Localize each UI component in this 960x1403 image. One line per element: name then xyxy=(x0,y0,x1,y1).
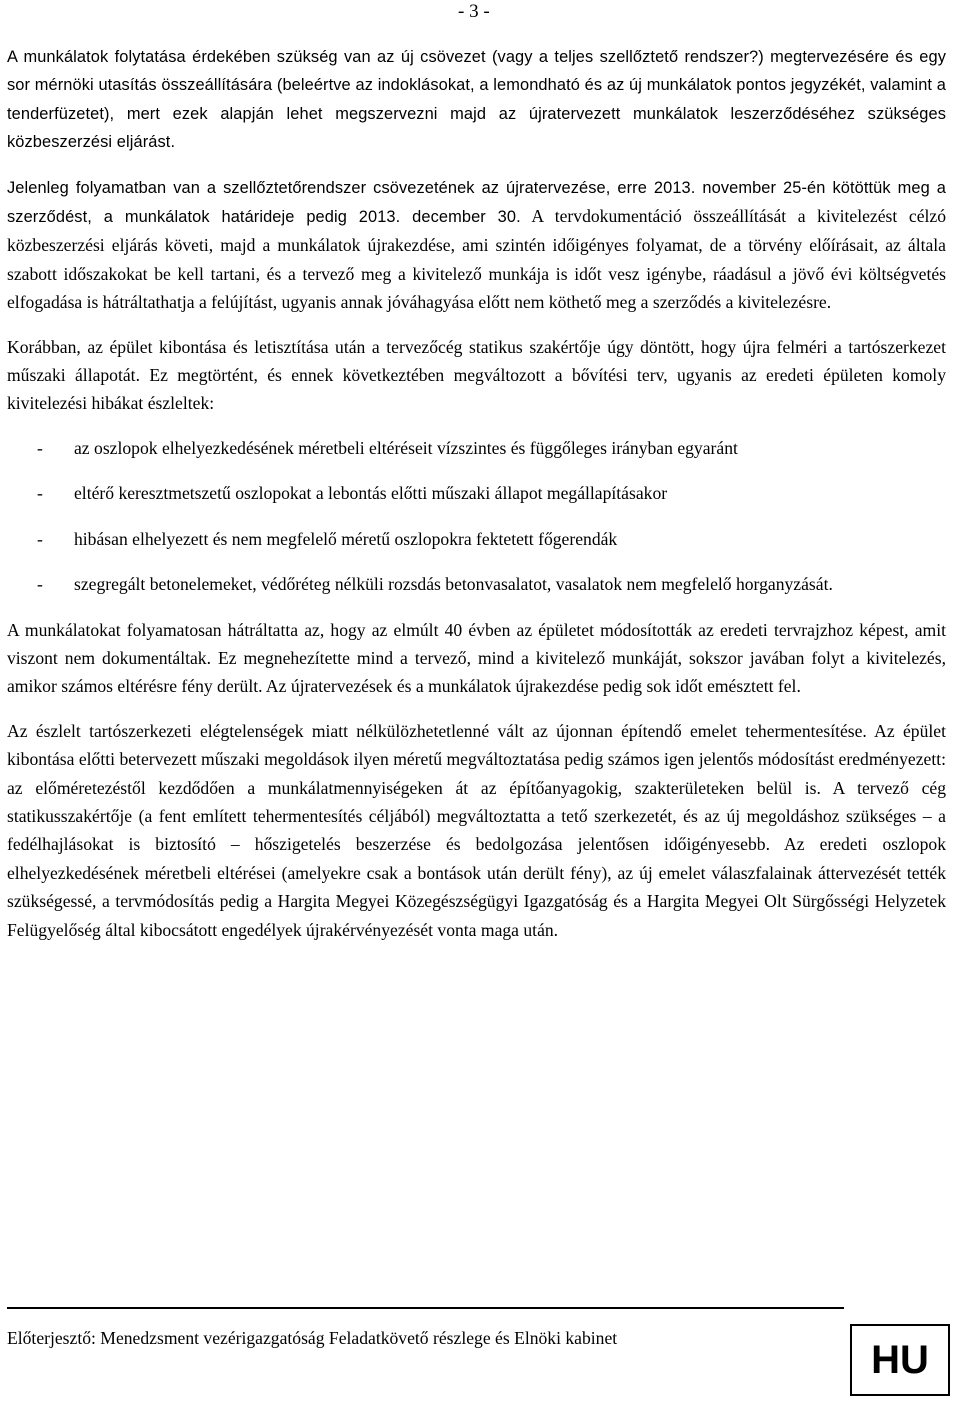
paragraph-3: Korábban, az épület kibontása és letisztítása után a tervezőcég statikus szakértője úgy döntött, hogy újra felméri a tartószerkezet műszaki állapotát. Ez megtörtént, és ennek következtében megváltozott a bővítési terv, ugyanis az eredeti épületen komoly kivitelezési hibákat észleltek: xyxy=(7,336,946,414)
footer-presenter: Előterjesztő: Menedzsment vezérigazgatóság Feladatkövető részlege és Elnöki kabinet xyxy=(7,1328,618,1348)
defects-list xyxy=(7,434,946,599)
language-code: HU xyxy=(871,1337,929,1382)
list-dash: - xyxy=(37,437,43,458)
paragraph-2-lead: Jelenleg folyamatban van a szellőztetőrendszer csövezetének az újratervezése, erre 2013. november 25-én kötöttük meg a szerződést, a munkálatok határideje pedig 2013. december 30. xyxy=(7,178,946,227)
paragraph-5: Az észlelt tartószerkezeti elégtelenségek miatt nélkülözhetetlenné vált az újonnan építendő emelet tehermentesítése. Az épület kibontása előtti betervezett műszaki megoldások ilyen méretű megváltoztatása pedig számos igen jelentős módosítást eredményezett: az előméretezéstől kezdődően a munkálatmennyiségeken át az építőanyagokig, szakterületeken belül is. A tervező cég statikusszakértője (a fent említett tehermentesítés céljából) megváltoztatta a tető szerkezetét, és az új megoldáshoz szükséges – a fedélhajlásokat is biztosító – hőszigetelés beszerzése és bedolgozása jelentősen időigényesebb. Az eredeti oszlopok elhelyezkedésének méretbeli eltérései (amelyekre csak a bontások után derült fény), az új emelet válaszfalainak áttervezését tették szükségessé, a tervmódosítás pedig a Hargita Megyei Közegészségügyi Igazgatóság és a Hargita Megyei Olt Sürgősségi Helyzetek Felügyelőség által kibocsátott engedélyek újrakérvényezését vonta maga után. xyxy=(7,720,946,940)
list-item xyxy=(7,479,946,507)
list-dash: - xyxy=(37,574,43,595)
paragraph-2-rest: A tervdokumentáció összeállítását a kivitelezést célzó közbeszerzési eljárás követi, majd a munkálatok újrakezdése, ami szintén időigényes folyamat, de a törvény előírásait, az általa szabott időszakokat be kell tartani, és a tervező meg a kivitelező munkája is időt vesz igénybe, ráadásul a jövő évi költségvetés elfogadása is hátráltathatja a felújítást, ugyanis annak jóváhagyása előtt nem köthető meg a szerződés a kivitelezésre. xyxy=(7,206,946,313)
paragraph-1: A munkálatok folytatása érdekében szükség van az új csövezet (vagy a teljes szellőztető rendszer?) megtervezésére és egy sor mérnöki utasítás összeállítására (beleértve az indoklásokat, a lemondható és az új munkálatok pontos jegyzékét, valamint a tenderfüzetet), mert ezek alapján lehet megszervezni majd az újratervezett munkálatok leszerződéséhez szükséges közbeszerzési eljárást. xyxy=(7,48,946,152)
paragraph-2 xyxy=(7,173,946,317)
list-item xyxy=(7,434,946,462)
footer-divider xyxy=(7,1307,844,1309)
page-number: - 3 - xyxy=(458,1,490,22)
list-dash: - xyxy=(37,483,43,504)
list-item-text: eltérő keresztmetszetű oszlopokat a lebontás előtti műszaki állapot megállapításakor xyxy=(74,483,668,504)
list-item-text: hibásan elhelyezett és nem megfelelő méretű oszlopokra fektetett főgerendák xyxy=(74,528,618,549)
list-item xyxy=(7,570,946,598)
list-dash: - xyxy=(37,528,43,549)
document-body xyxy=(7,43,946,944)
list-item-text: szegregált betonelemeket, védőréteg nélküli rozsdás betonvasalatot, vasalatok nem megfelelő horganyzását. xyxy=(74,574,833,595)
list-item-text: az oszlopok elhelyezkedésének méretbeli eltéréseit vízszintes és függőleges irányban egyaránt xyxy=(74,437,738,458)
paragraph-4: A munkálatokat folyamatosan hátráltatta az, hogy az elmúlt 40 évben az épületet módosították az eredeti tervrajzhoz képest, amit viszont nem dokumentáltak. Ez megnehezítette mind a tervező, mind a kivitelező munkáját, sokszor javában folyt a kivitelezés, amikor számos eltérésre fény derült. Az újratervezések és a munkálatok újrakezdése pedig sok időt emésztett fel. xyxy=(7,619,946,697)
language-code-box xyxy=(850,1324,950,1396)
list-item xyxy=(7,525,946,553)
